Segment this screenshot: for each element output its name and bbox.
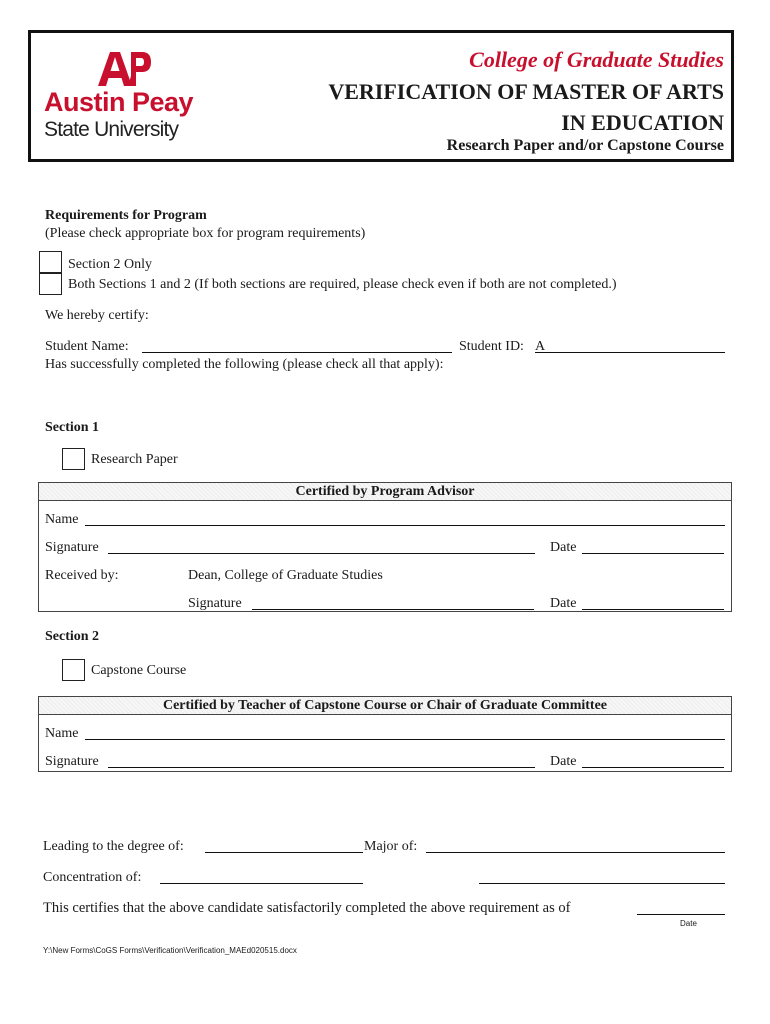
section2-heading: Section 2: [45, 629, 100, 644]
degree-label: Leading to the degree of:: [43, 839, 184, 854]
capstone-table-title: Certified by Teacher of Capstone Course or Chair of Graduate Committee: [39, 697, 731, 715]
dean-signature-field[interactable]: [252, 609, 534, 610]
degree-field[interactable]: [205, 852, 363, 853]
research-paper-label: Research Paper: [91, 452, 178, 467]
advisor-name-field[interactable]: [85, 525, 725, 526]
concentration-field[interactable]: [160, 883, 363, 884]
date-caption: Date: [680, 919, 697, 928]
advisor-name-label: Name: [45, 512, 79, 527]
concentration-label: Concentration of:: [43, 870, 142, 885]
capstone-signature-label: Signature: [45, 754, 99, 769]
student-name-label: Student Name:: [45, 339, 129, 354]
advisor-date-label: Date: [550, 540, 577, 555]
logo-state-university: State University: [44, 118, 179, 141]
advisor-signature-label: Signature: [45, 540, 99, 555]
capstone-course-checkbox[interactable]: [62, 659, 85, 681]
student-id-prefix: A: [535, 339, 546, 354]
completed-label: Has successfully completed the following (please check all that apply):: [45, 357, 444, 372]
capstone-name-field[interactable]: [85, 739, 725, 740]
section1-heading: Section 1: [45, 420, 100, 435]
capstone-date-label: Date: [550, 754, 577, 769]
dean-signature-label: Signature: [188, 596, 242, 611]
form-title-line1: VERIFICATION OF MASTER OF ARTS: [328, 79, 724, 104]
advisor-signature-field[interactable]: [108, 553, 535, 554]
section2-only-checkbox[interactable]: [39, 251, 62, 273]
certify-intro: We hereby certify:: [45, 308, 149, 323]
file-path: Y:\New Forms\CoGS Forms\Verification\Verification_MAEd020515.docx: [43, 946, 297, 955]
major-field[interactable]: [426, 852, 725, 853]
extra-blank-field[interactable]: [479, 883, 725, 884]
advisor-date-field[interactable]: [582, 553, 724, 554]
received-by-label: Received by:: [45, 568, 119, 583]
research-paper-checkbox[interactable]: [62, 448, 85, 470]
both-sections-checkbox[interactable]: [39, 273, 62, 295]
logo-austin-peay: Austin Peay: [44, 87, 194, 117]
capstone-certification-table: [38, 696, 732, 772]
form-title-line2: IN EDUCATION: [561, 110, 724, 135]
completion-date-field[interactable]: [637, 914, 725, 915]
both-sections-label: Both Sections 1 and 2 (If both sections are required, please check even if both are not completed.): [68, 277, 617, 292]
form-subtitle: Research Paper and/or Capstone Course: [446, 137, 724, 154]
capstone-date-field[interactable]: [582, 767, 724, 768]
capstone-signature-field[interactable]: [108, 767, 535, 768]
student-id-label: Student ID:: [459, 339, 524, 354]
form-title: [264, 76, 724, 138]
major-label: Major of:: [364, 839, 418, 854]
college-name: College of Graduate Studies: [469, 47, 724, 72]
requirements-heading: Requirements for Program: [45, 208, 207, 223]
dean-date-field[interactable]: [582, 609, 724, 610]
advisor-table-title: Certified by Program Advisor: [39, 483, 731, 501]
capstone-name-label: Name: [45, 726, 79, 741]
student-id-field[interactable]: [535, 352, 725, 353]
section2-only-label: Section 2 Only: [68, 257, 152, 272]
certifies-statement: This certifies that the above candidate satisfactorily completed the above requirement as of: [43, 900, 571, 916]
advisor-certification-table: [38, 482, 732, 612]
requirements-instruction: (Please check appropriate box for program requirements): [45, 226, 366, 241]
student-name-field[interactable]: [142, 352, 452, 353]
capstone-course-label: Capstone Course: [91, 663, 187, 678]
dean-label: Dean, College of Graduate Studies: [188, 568, 383, 583]
dean-date-label: Date: [550, 596, 577, 611]
